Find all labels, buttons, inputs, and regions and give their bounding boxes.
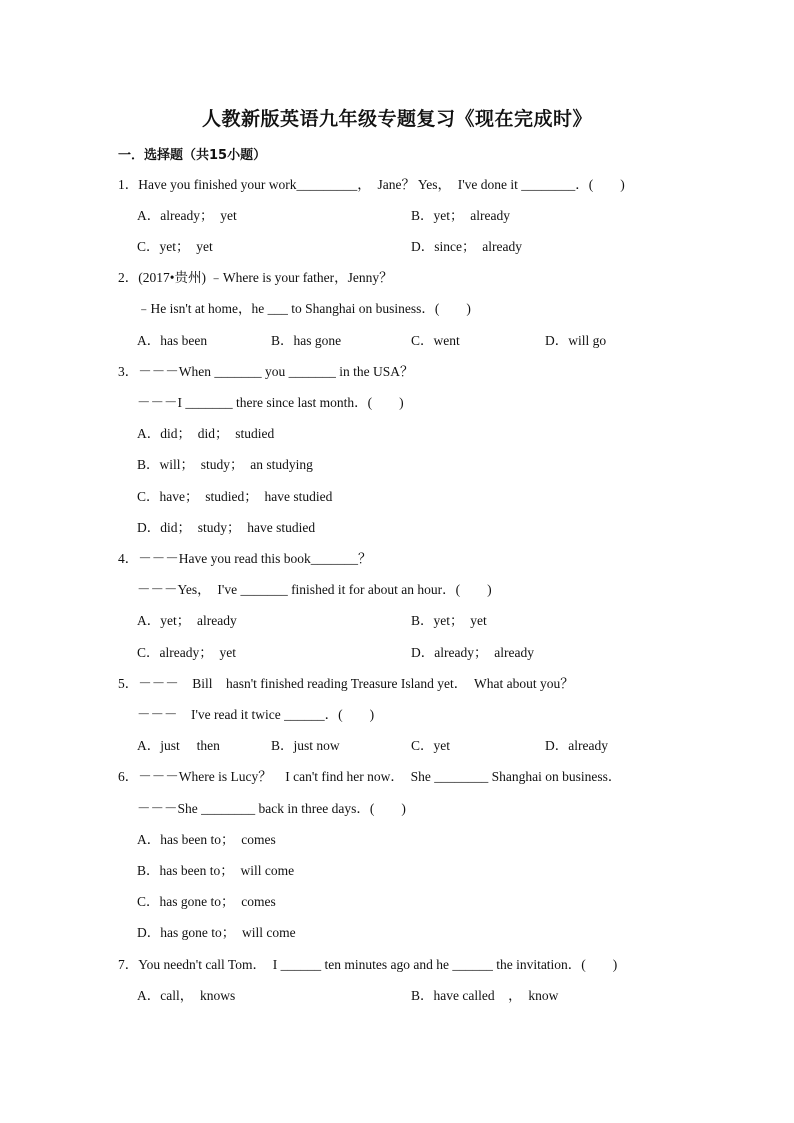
question-6-option-d: D．has gone to； will come	[137, 925, 296, 940]
question-5-option-c: C．yet	[411, 738, 450, 753]
question-1-option-a: A．already； yet	[137, 208, 237, 223]
question-4-option-d: D．already； already	[411, 645, 534, 660]
question-2-option-a: A．has been	[137, 333, 208, 348]
section-heading: 一．选择题（共15小题）	[118, 148, 267, 163]
question-7-option-b: B．have called ， know	[411, 988, 559, 1003]
question-6-option-c: C．has gone to； comes	[137, 894, 276, 909]
page-title: 人教新版英语九年级专题复习《现在完成时》	[201, 108, 592, 130]
question-2-option-c: C．went	[411, 333, 460, 348]
question-6-stem: 6．－－－Where is Lucy？ I can't find her now． She ________ Shanghai on business．	[118, 769, 622, 784]
question-4-stem: 4．－－－Have you read this book_______？	[118, 551, 372, 566]
question-3-stem: 3．－－－When _______ you _______ in the USA？	[118, 364, 414, 379]
question-6-stem-line2: －－－She ________ back in three days．( )	[137, 801, 406, 816]
question-5-option-d: D．already	[545, 738, 608, 753]
question-6-option-a: A．has been to； comes	[137, 832, 276, 847]
question-2-option-d: D．will go	[545, 333, 607, 348]
question-1-stem: 1．Have you finished your work_________， Jane？ Yes， I've done it ________．( )	[118, 177, 625, 192]
question-5-stem-line2: －－－ I've read it twice ______．( )	[137, 707, 375, 722]
question-3-option-a: A．did； did； studied	[137, 426, 275, 441]
question-4-option-a: A．yet； already	[137, 613, 237, 628]
question-4-stem-line2: －－－Yes， I've _______ finished it for about an hour．( )	[137, 582, 492, 597]
question-3-option-b: B．will； study； an studying	[137, 457, 313, 472]
question-7-stem: 7．You needn't call Tom． I ______ ten minutes ago and he ______ the invitation．( )	[118, 957, 618, 972]
question-6-option-b: B．has been to； will come	[137, 863, 295, 878]
question-1-option-c: C．yet； yet	[137, 239, 213, 254]
question-4-option-b: B．yet； yet	[411, 613, 487, 628]
question-5-stem: 5．－－－ Bill hasn't finished reading Treasure Island yet． What about you？	[118, 676, 574, 691]
question-2-stem-line2: ﹣He isn't at home，he ___ to Shanghai on business．( )	[137, 301, 471, 316]
question-3-stem-line2: －－－I _______ there since last month．( )	[137, 395, 404, 410]
question-5-option-b: B．just now	[271, 738, 340, 753]
question-2-stem: 2．(2017•贵州) ﹣Where is your father，Jenny？	[118, 270, 393, 285]
question-2-option-b: B．has gone	[271, 333, 342, 348]
question-1-option-b: B．yet； already	[411, 208, 510, 223]
question-5-option-a: A．just then	[137, 738, 220, 753]
question-3-option-c: C．have； studied； have studied	[137, 489, 333, 504]
question-7-option-a: A．call， knows	[137, 988, 236, 1003]
question-4-option-c: C．already； yet	[137, 645, 236, 660]
question-3-option-d: D．did； study； have studied	[137, 520, 316, 535]
question-1-option-d: D．since； already	[411, 239, 522, 254]
